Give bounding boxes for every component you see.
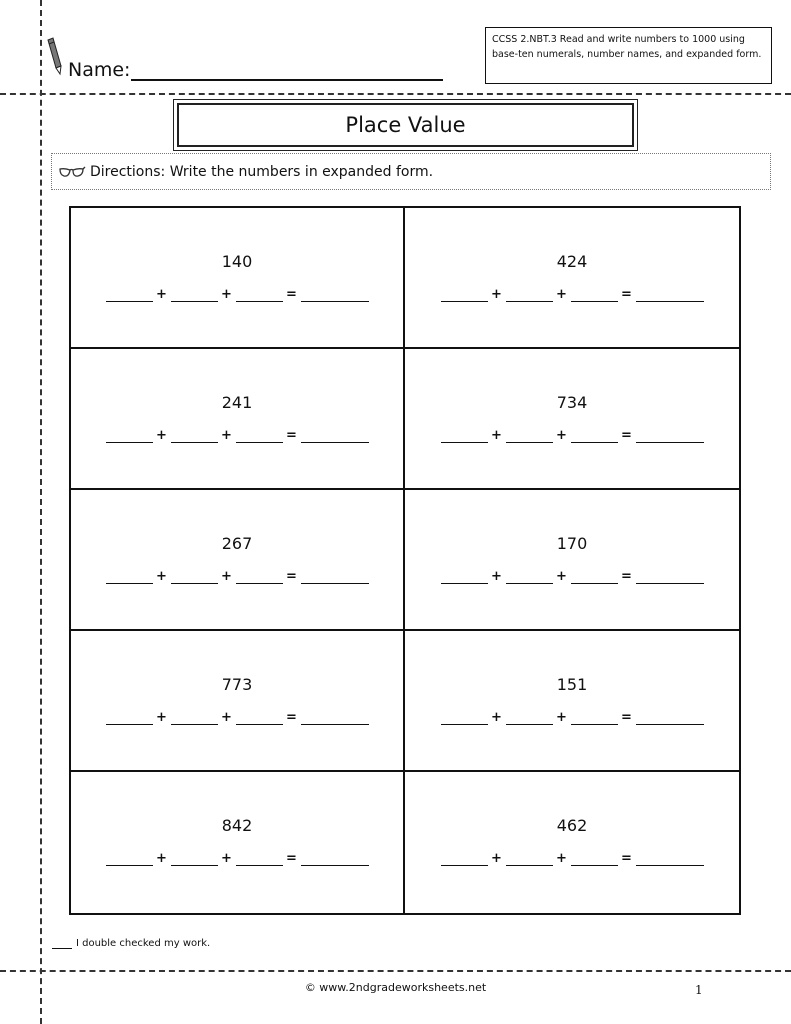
plus-sign: +: [156, 569, 167, 584]
page-title: Place Value: [177, 103, 634, 147]
pencil-icon: [44, 36, 66, 78]
answer-blank[interactable]: [301, 570, 369, 584]
answer-blank[interactable]: [636, 429, 704, 443]
plus-sign: +: [491, 569, 502, 584]
place-value-blank[interactable]: [441, 711, 488, 725]
problem-cell: [405, 208, 739, 349]
problem-grid: [69, 206, 741, 915]
plus-sign: +: [156, 287, 167, 302]
place-value-blank[interactable]: [506, 570, 553, 584]
answer-blank[interactable]: [636, 852, 704, 866]
glasses-icon: [58, 165, 86, 179]
place-value-blank[interactable]: [506, 288, 553, 302]
answer-blank[interactable]: [301, 429, 369, 443]
equals-sign: =: [621, 428, 632, 443]
expanded-form-expression: [71, 429, 403, 443]
problem-number: 462: [556, 816, 588, 835]
place-value-blank[interactable]: [506, 852, 553, 866]
expanded-form-expression: [405, 852, 739, 866]
answer-blank[interactable]: [301, 711, 369, 725]
equals-sign: =: [621, 569, 632, 584]
place-value-blank[interactable]: [171, 852, 218, 866]
place-value-blank[interactable]: [171, 429, 218, 443]
place-value-blank[interactable]: [106, 570, 153, 584]
problem-cell: [405, 349, 739, 490]
problem-number: 140: [221, 252, 253, 271]
self-check-text: I double checked my work.: [76, 938, 211, 949]
place-value-blank[interactable]: [106, 711, 153, 725]
equals-sign: =: [286, 851, 297, 866]
plus-sign: +: [156, 851, 167, 866]
place-value-blank[interactable]: [106, 429, 153, 443]
plus-sign: +: [156, 428, 167, 443]
standard-box: CCSS 2.NBT.3 Read and write numbers to 1000 using base-ten numerals, number names, and expanded form.: [485, 27, 772, 84]
self-check: [52, 938, 210, 949]
expanded-form-expression: [71, 852, 403, 866]
plus-sign: +: [491, 287, 502, 302]
problem-cell: [71, 208, 405, 349]
place-value-blank[interactable]: [171, 288, 218, 302]
plus-sign: +: [221, 428, 232, 443]
directions-box: [51, 153, 771, 190]
problem-cell: [71, 490, 405, 631]
answer-blank[interactable]: [636, 711, 704, 725]
expanded-form-expression: [405, 570, 739, 584]
problem-number: 267: [221, 534, 253, 553]
problem-number: 424: [556, 252, 588, 271]
plus-sign: +: [491, 851, 502, 866]
title-box: [173, 99, 638, 151]
answer-blank[interactable]: [636, 570, 704, 584]
directions-text: Directions: Write the numbers in expanded form.: [90, 163, 434, 180]
equals-sign: =: [286, 287, 297, 302]
place-value-blank[interactable]: [106, 852, 153, 866]
plus-sign: +: [221, 287, 232, 302]
equals-sign: =: [621, 851, 632, 866]
name-field[interactable]: [131, 79, 443, 81]
plus-sign: +: [556, 710, 567, 725]
place-value-blank[interactable]: [571, 429, 618, 443]
plus-sign: +: [491, 710, 502, 725]
place-value-blank[interactable]: [236, 429, 283, 443]
answer-blank[interactable]: [301, 852, 369, 866]
place-value-blank[interactable]: [236, 711, 283, 725]
expanded-form-expression: [71, 570, 403, 584]
top-dashed-divider: [0, 93, 791, 95]
expanded-form-expression: [405, 288, 739, 302]
place-value-blank[interactable]: [506, 711, 553, 725]
answer-blank[interactable]: [636, 288, 704, 302]
expanded-form-expression: [71, 288, 403, 302]
page-number: 1: [695, 983, 703, 997]
place-value-blank[interactable]: [571, 288, 618, 302]
place-value-blank[interactable]: [171, 570, 218, 584]
place-value-blank[interactable]: [571, 852, 618, 866]
place-value-blank[interactable]: [571, 570, 618, 584]
plus-sign: +: [221, 569, 232, 584]
place-value-blank[interactable]: [571, 711, 618, 725]
answer-blank[interactable]: [301, 288, 369, 302]
plus-sign: +: [556, 287, 567, 302]
problem-cell: [405, 631, 739, 772]
plus-sign: +: [556, 569, 567, 584]
problem-cell: [71, 349, 405, 490]
plus-sign: +: [156, 710, 167, 725]
problem-number: 170: [556, 534, 588, 553]
name-label: Name:: [68, 59, 131, 81]
problem-number: 773: [221, 675, 253, 694]
place-value-blank[interactable]: [441, 570, 488, 584]
equals-sign: =: [286, 710, 297, 725]
expanded-form-expression: [405, 429, 739, 443]
problem-cell: [405, 772, 739, 913]
problem-number: 241: [221, 393, 253, 412]
equals-sign: =: [621, 710, 632, 725]
problem-cell: [71, 631, 405, 772]
vertical-dashed-margin: [40, 0, 42, 1024]
problem-cell: [71, 772, 405, 913]
place-value-blank[interactable]: [171, 711, 218, 725]
place-value-blank[interactable]: [441, 852, 488, 866]
problem-number: 151: [556, 675, 588, 694]
place-value-blank[interactable]: [506, 429, 553, 443]
expanded-form-expression: [405, 711, 739, 725]
problem-number: 842: [221, 816, 253, 835]
equals-sign: =: [286, 569, 297, 584]
plus-sign: +: [221, 710, 232, 725]
plus-sign: +: [491, 428, 502, 443]
expanded-form-expression: [71, 711, 403, 725]
bottom-dashed-divider: [0, 970, 791, 972]
plus-sign: +: [221, 851, 232, 866]
plus-sign: +: [556, 851, 567, 866]
problem-cell: [405, 490, 739, 631]
place-value-blank[interactable]: [441, 429, 488, 443]
place-value-blank[interactable]: [236, 288, 283, 302]
equals-sign: =: [621, 287, 632, 302]
plus-sign: +: [556, 428, 567, 443]
equals-sign: =: [286, 428, 297, 443]
self-check-blank[interactable]: [52, 938, 72, 949]
problem-number: 734: [556, 393, 588, 412]
place-value-blank[interactable]: [236, 852, 283, 866]
place-value-blank[interactable]: [441, 288, 488, 302]
copyright-text: © www.2ndgradeworksheets.net: [304, 981, 487, 994]
place-value-blank[interactable]: [236, 570, 283, 584]
place-value-blank[interactable]: [106, 288, 153, 302]
